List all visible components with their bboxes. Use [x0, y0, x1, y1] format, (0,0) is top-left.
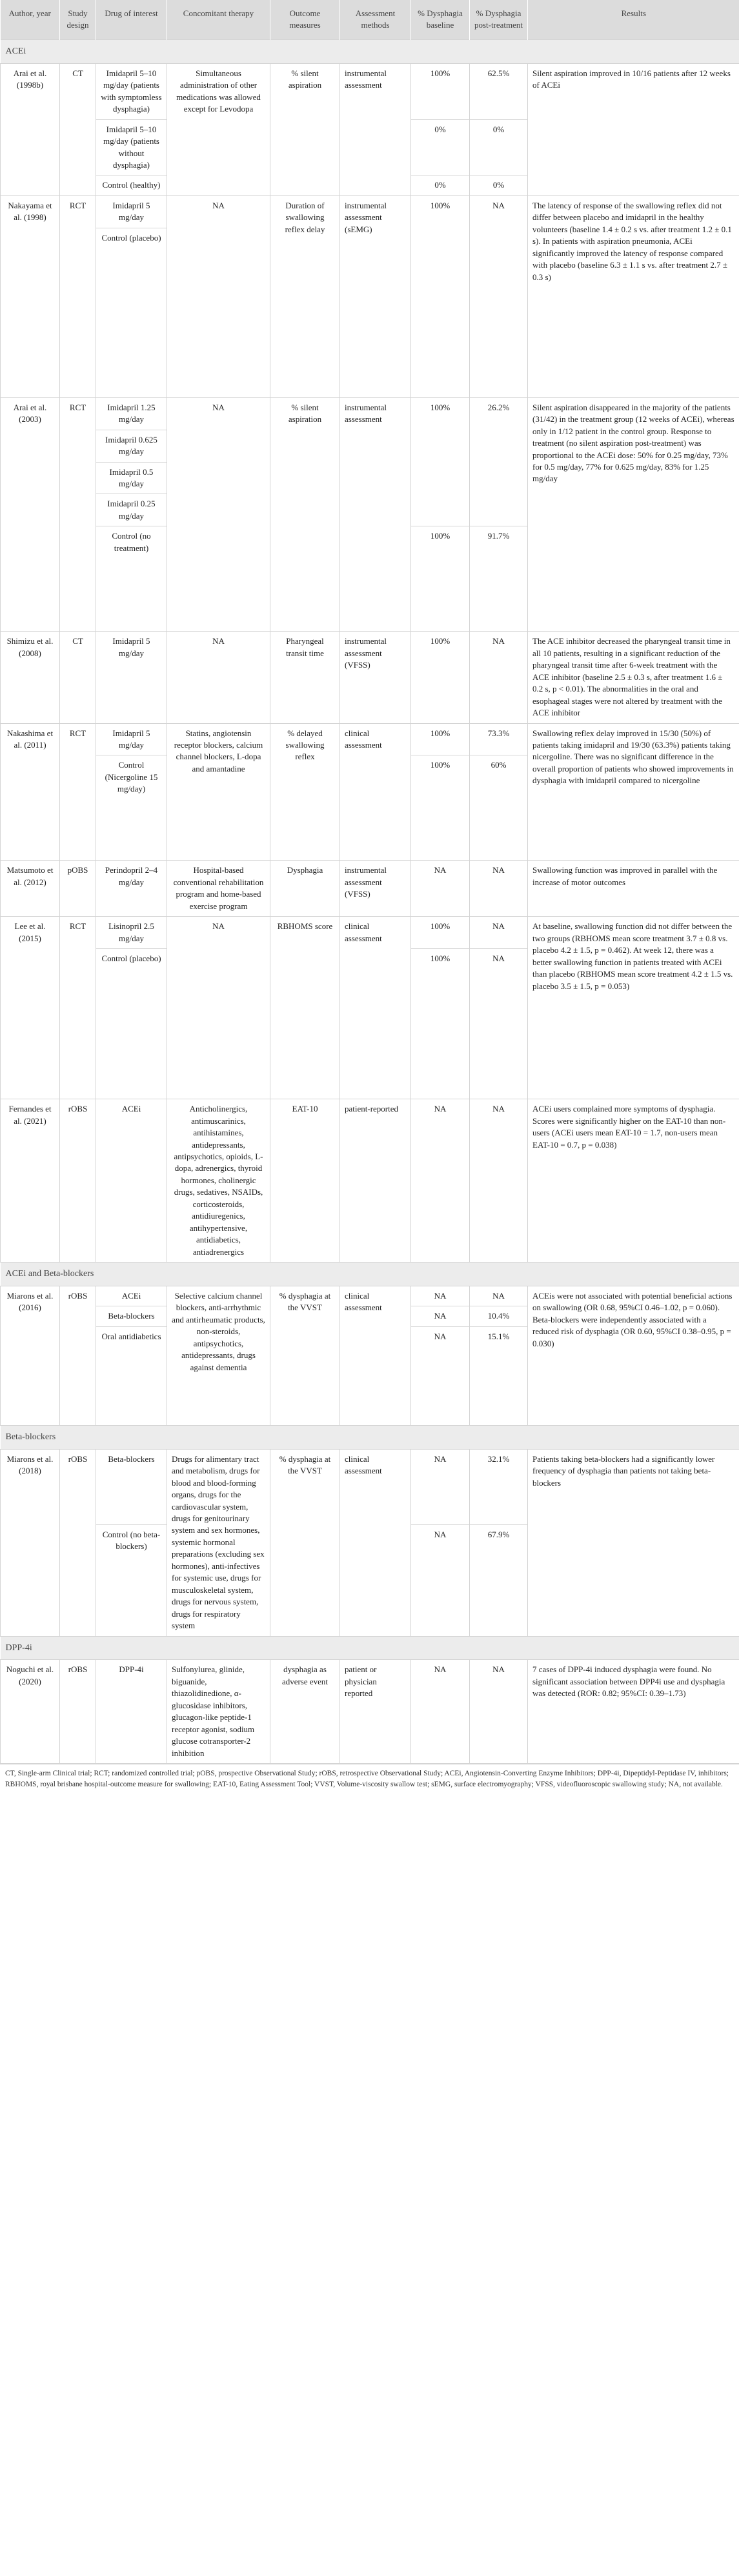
- baseline-cell: NA: [411, 1326, 470, 1425]
- post-cell: NA: [470, 195, 528, 397]
- drug-cell: ACEi: [96, 1099, 167, 1263]
- post-cell: NA: [470, 1099, 528, 1263]
- post-cell: 0%: [470, 175, 528, 195]
- design-cell: RCT: [60, 195, 96, 397]
- author-cell: Arai et al. (1998b): [1, 63, 60, 195]
- drug-cell: Control (placebo): [96, 949, 167, 1099]
- results-cell: ACEi users complained more symptoms of dysphagia. Scores were significantly higher on the EAT-10 than non-users (ACEi users mean EAT-10 = 1.7, non-users mean EAT-10 = 0.7, p = 0.038): [528, 1099, 739, 1263]
- section-row: [1, 1425, 739, 1449]
- drug-cell: Imidapril 5 mg/day: [96, 632, 167, 723]
- assessment-cell: instrumental assessment (sEMG): [340, 195, 411, 397]
- header-design: Study design: [60, 0, 96, 39]
- outcome-cell: Duration of swallowing reflex delay: [270, 195, 340, 397]
- concomitant-cell: Simultaneous administration of other medications was allowed except for Levodopa: [167, 63, 270, 195]
- outcome-cell: dysphagia as adverse event: [270, 1660, 340, 1764]
- assessment-cell: patient-reported: [340, 1099, 411, 1263]
- header-post: % Dysphagia post-treatment: [470, 0, 528, 39]
- baseline-cell: NA: [411, 1099, 470, 1263]
- outcome-cell: Pharyngeal transit time: [270, 632, 340, 723]
- design-cell: RCT: [60, 917, 96, 1099]
- design-cell: RCT: [60, 397, 96, 632]
- outcome-cell: % dysphagia at the VVST: [270, 1449, 340, 1636]
- drug-cell: Imidapril 1.25 mg/day: [96, 397, 167, 430]
- table-row: [1, 632, 739, 723]
- table-row: [1, 195, 739, 228]
- section-acei-beta: ACEi and Beta-blockers: [1, 1263, 739, 1286]
- section-row: [1, 1263, 739, 1286]
- design-cell: rOBS: [60, 1449, 96, 1636]
- drug-cell: Imidapril 5–10 mg/day (patients with symptomless dysphagia): [96, 63, 167, 119]
- design-cell: rOBS: [60, 1286, 96, 1425]
- author-cell: Miarons et al. (2016): [1, 1286, 60, 1425]
- design-cell: rOBS: [60, 1099, 96, 1263]
- drug-cell: DPP-4i: [96, 1660, 167, 1764]
- header-author: Author, year: [1, 0, 60, 39]
- author-cell: Nakashima et al. (2011): [1, 723, 60, 861]
- section-dpp4: DPP-4i: [1, 1636, 739, 1660]
- table-row: [1, 1099, 739, 1263]
- concomitant-cell: NA: [167, 397, 270, 632]
- header-drug: Drug of interest: [96, 0, 167, 39]
- table-row: [1, 397, 739, 430]
- outcome-cell: Dysphagia: [270, 861, 340, 917]
- assessment-cell: instrumental assessment (VFSS): [340, 632, 411, 723]
- outcome-cell: % dysphagia at the VVST: [270, 1286, 340, 1425]
- baseline-cell: NA: [411, 1286, 470, 1306]
- drug-cell: Oral antidiabetics: [96, 1326, 167, 1425]
- table-row: [1, 1660, 739, 1764]
- post-cell: 73.3%: [470, 723, 528, 755]
- concomitant-cell: NA: [167, 917, 270, 1099]
- results-cell: Swallowing reflex delay improved in 15/30 (50%) of patients taking imidapril and 19/30 (63.3%) patients taking nicergoline. There was no significant difference in the overall proportion of patients who showed improvements in dysphagia with imidapril compared to nicergoline: [528, 723, 739, 861]
- post-cell: 26.2%: [470, 397, 528, 526]
- concomitant-cell: Selective calcium channel blockers, anti-arrhythmic and antirheumatic products, non-steroids, antipsychotics, antidepressants, drugs against dementia: [167, 1286, 270, 1425]
- outcome-cell: % silent aspiration: [270, 63, 340, 195]
- baseline-cell: 100%: [411, 949, 470, 1099]
- results-cell: Swallowing function was improved in parallel with the increase of motor outcomes: [528, 861, 739, 917]
- post-cell: NA: [470, 1286, 528, 1306]
- baseline-cell: NA: [411, 861, 470, 917]
- table-row: [1, 861, 739, 917]
- assessment-cell: clinical assessment: [340, 1449, 411, 1636]
- header-assessment: Assessment methods: [340, 0, 411, 39]
- author-cell: Arai et al. (2003): [1, 397, 60, 632]
- concomitant-cell: Anticholinergics, antimuscarinics, antihistamines, antidepressants, antipsychotics, opioids, L-dopa, adrenergics, thyroid hormones, cholinergic drugs, sedatives, NSAIDs, corticosteroids, antidiuregenics, antihypertensive, antidiabetics, antiadrenergics: [167, 1099, 270, 1263]
- author-cell: Noguchi et al. (2020): [1, 1660, 60, 1764]
- header-baseline: % Dysphagia baseline: [411, 0, 470, 39]
- drug-cell: Beta-blockers: [96, 1306, 167, 1326]
- outcome-cell: % silent aspiration: [270, 397, 340, 632]
- section-acei: ACEi: [1, 39, 739, 63]
- assessment-cell: clinical assessment: [340, 917, 411, 1099]
- concomitant-cell: NA: [167, 632, 270, 723]
- author-cell: Matsumoto et al. (2012): [1, 861, 60, 917]
- baseline-cell: NA: [411, 1660, 470, 1764]
- baseline-cell: NA: [411, 1449, 470, 1524]
- assessment-cell: clinical assessment: [340, 723, 411, 861]
- baseline-cell: 100%: [411, 917, 470, 949]
- results-cell: Silent aspiration improved in 10/16 patients after 12 weeks of ACEi: [528, 63, 739, 195]
- post-cell: NA: [470, 1660, 528, 1764]
- baseline-cell: NA: [411, 1524, 470, 1636]
- table-row: [1, 723, 739, 755]
- table-row: [1, 1286, 739, 1306]
- post-cell: NA: [470, 917, 528, 949]
- drug-cell: Beta-blockers: [96, 1449, 167, 1524]
- post-cell: 32.1%: [470, 1449, 528, 1524]
- table-footnote: CT, Single-arm Clinical trial; RCT; randomized controlled trial; pOBS, prospective Observational Study; rOBS, retrospective Observational Study; ACEi, Angiotensin-Converting Enzyme Inhibitors; DPP-4i, Dipeptidyl-Peptidase IV, inhibitors; RBHOMS, royal brisbane hospital-outcome measure for swallowing; EAT-10, Eating Assessment Tool; VVST, Volume-viscosity swallow test; sEMG, surface electromyography; VFSS, videofluoroscopic swallowing study; NA, not available.: [0, 1764, 739, 1796]
- drug-cell: Control (placebo): [96, 228, 167, 397]
- assessment-cell: instrumental assessment: [340, 397, 411, 632]
- header-results: Results: [528, 0, 739, 39]
- post-cell: 67.9%: [470, 1524, 528, 1636]
- header-concomitant: Concomitant therapy: [167, 0, 270, 39]
- post-cell: 15.1%: [470, 1326, 528, 1425]
- design-cell: RCT: [60, 723, 96, 861]
- drug-cell: Imidapril 5–10 mg/day (patients without dysphagia): [96, 119, 167, 175]
- results-cell: The latency of response of the swallowing reflex did not differ between placebo and imidapril in the healthy volunteers (baseline 1.4 ± 0.2 s vs. after treatment 1.2 ± 0.1 s). In patients with aspiration pneumonia, ACEi significantly improved the latency of response compared with placebo (baseline 6.3 ± 1.1 s vs. after treatment 2.7 ± 0.3 s): [528, 195, 739, 397]
- drug-cell: Imidapril 5 mg/day: [96, 723, 167, 755]
- author-cell: Lee et al. (2015): [1, 917, 60, 1099]
- results-cell: ACEis were not associated with potential beneficial actions on swallowing (OR 0.68, 95%CI 0.46–1.02, p = 0.060). Beta-blockers were independently associated with a reduced risk of dysphagia (OR 0.60, 95%CI 0.38–0.95, p = 0.030): [528, 1286, 739, 1425]
- outcome-cell: RBHOMS score: [270, 917, 340, 1099]
- concomitant-cell: Sulfonylurea, glinide, biguanide, thiazolidinedione, α-glucosidase inhibitors, glucagon-like peptide-1 receptor agonist, sodium glucose cotransporter-2 inhibition: [167, 1660, 270, 1764]
- design-cell: CT: [60, 63, 96, 195]
- author-cell: Miarons et al. (2018): [1, 1449, 60, 1636]
- outcome-cell: % delayed swallowing reflex: [270, 723, 340, 861]
- design-cell: CT: [60, 632, 96, 723]
- drug-cell: Control (no beta-blockers): [96, 1524, 167, 1636]
- table-row: [1, 917, 739, 949]
- concomitant-cell: Hospital-based conventional rehabilitation program and home-based exercise program: [167, 861, 270, 917]
- baseline-cell: NA: [411, 1306, 470, 1326]
- drug-cell: Control (healthy): [96, 175, 167, 195]
- assessment-cell: clinical assessment: [340, 1286, 411, 1425]
- table-row: [1, 63, 739, 119]
- table-row: [1, 1449, 739, 1524]
- results-cell: 7 cases of DPP-4i induced dysphagia were found. No significant association between DPP4i use and dysphagia was detected (ROR: 0.82; 95%CI: 0.39–1.73): [528, 1660, 739, 1764]
- concomitant-cell: NA: [167, 195, 270, 397]
- post-cell: 91.7%: [470, 526, 528, 632]
- results-cell: At baseline, swallowing function did not differ between the two groups (RBHOMS mean score treatment 3.7 ± 0.8 vs. placebo 4.2 ± 1.5, p = 0.462). At week 12, there was a better swallowing function in patients treated with ACEi than placebo (RBHOMS mean score treatment 4.2 ± 1.5 vs. placebo 3.5 ± 1.5, p = 0.053): [528, 917, 739, 1099]
- assessment-cell: instrumental assessment (VFSS): [340, 861, 411, 917]
- post-cell: NA: [470, 861, 528, 917]
- drug-cell: Imidapril 5 mg/day: [96, 195, 167, 228]
- baseline-cell: 0%: [411, 119, 470, 175]
- author-cell: Nakayama et al. (1998): [1, 195, 60, 397]
- results-cell: Silent aspiration disappeared in the majority of the patients (31/42) in the treatment group (12 weeks of ACEi), whereas only in 1/12 patient in the control group. Response to treatment (no silent aspiration post-treatment) was proportional to the ACEi dose: 50% for 0.25 mg/day, 73% for 0.5 mg/day, 77% for 0.625 mg/day, 83% for 1.25 mg/day: [528, 397, 739, 632]
- outcome-cell: EAT-10: [270, 1099, 340, 1263]
- post-cell: 62.5%: [470, 63, 528, 119]
- baseline-cell: 100%: [411, 632, 470, 723]
- drug-cell: Imidapril 0.5 mg/day: [96, 462, 167, 494]
- results-cell: Patients taking beta-blockers had a significantly lower frequency of dysphagia than patients not taking beta-blockers: [528, 1449, 739, 1636]
- results-cell: The ACE inhibitor decreased the pharyngeal transit time in all 10 patients, resulting in a significant reduction of the pharyngeal transit time after 6-week treatment with the ACE inhibitor (baseline 2.5 ± 0.3 s, after treatment 1.6 ± 0.2 s, p < 0.01). The abnormalities in the oral and esophageal stages were not altered by treatment with the ACE inhibitor: [528, 632, 739, 723]
- header-outcome: Outcome measures: [270, 0, 340, 39]
- baseline-cell: 100%: [411, 723, 470, 755]
- design-cell: pOBS: [60, 861, 96, 917]
- author-cell: Fernandes et al. (2021): [1, 1099, 60, 1263]
- drug-cell: Imidapril 0.25 mg/day: [96, 494, 167, 526]
- drug-cell: Imidapril 0.625 mg/day: [96, 430, 167, 462]
- assessment-cell: instrumental assessment: [340, 63, 411, 195]
- baseline-cell: 100%: [411, 195, 470, 397]
- baseline-cell: 0%: [411, 175, 470, 195]
- post-cell: NA: [470, 949, 528, 1099]
- post-cell: 10.4%: [470, 1306, 528, 1326]
- post-cell: NA: [470, 632, 528, 723]
- header-row: [1, 0, 739, 39]
- post-cell: 0%: [470, 119, 528, 175]
- design-cell: rOBS: [60, 1660, 96, 1764]
- section-row: [1, 1636, 739, 1660]
- baseline-cell: 100%: [411, 526, 470, 632]
- drug-cell: Control (no treatment): [96, 526, 167, 632]
- baseline-cell: 100%: [411, 63, 470, 119]
- section-beta: Beta-blockers: [1, 1425, 739, 1449]
- drug-cell: Lisinopril 2.5 mg/day: [96, 917, 167, 949]
- post-cell: 60%: [470, 755, 528, 861]
- drug-cell: Perindopril 2–4 mg/day: [96, 861, 167, 917]
- concomitant-cell: Statins, angiotensin receptor blockers, calcium channel blockers, L-dopa and amantadine: [167, 723, 270, 861]
- assessment-cell: patient or physician reported: [340, 1660, 411, 1764]
- baseline-cell: 100%: [411, 397, 470, 526]
- author-cell: Shimizu et al. (2008): [1, 632, 60, 723]
- concomitant-cell: Drugs for alimentary tract and metabolism, drugs for blood and blood-forming organs, drugs for the cardiovascular system, drugs for genitourinary system and sex hormones, systemic hormonal preparations (excluding sex hormones), anti-infectives for systemic use, drugs for musculoskeletal system, drugs for nervous system, drugs for respiratory system: [167, 1449, 270, 1636]
- baseline-cell: 100%: [411, 755, 470, 861]
- drug-cell: ACEi: [96, 1286, 167, 1306]
- section-row: [1, 39, 739, 63]
- drug-cell: Control (Nicergoline 15 mg/day): [96, 755, 167, 861]
